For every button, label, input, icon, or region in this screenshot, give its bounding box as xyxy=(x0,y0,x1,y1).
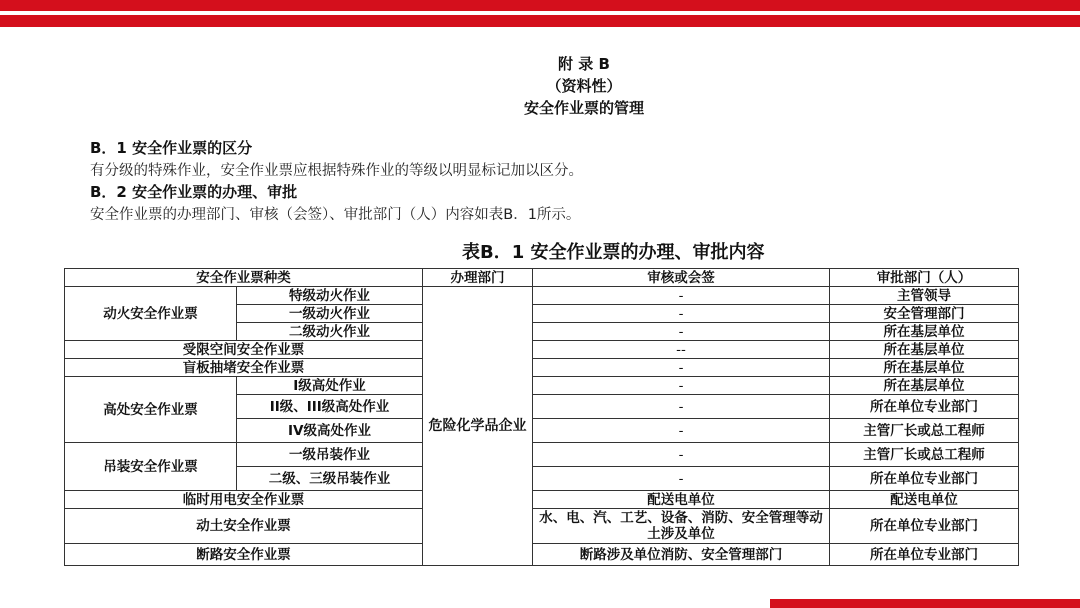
approval-cell: 主管领导 xyxy=(830,287,1019,305)
approval-cell: 主管厂长或总工程师 xyxy=(830,419,1019,443)
permit-subtype: 二级、三级吊装作业 xyxy=(237,467,423,491)
review-cell: 配送电单位 xyxy=(533,491,830,509)
top-red-bar xyxy=(0,0,1080,11)
table-row xyxy=(65,359,1019,377)
permit-subtype: 二级动火作业 xyxy=(237,323,423,341)
approval-cell: 所在基层单位 xyxy=(830,341,1019,359)
table-caption: 表B．1 安全作业票的办理、审批内容 xyxy=(462,242,765,263)
review-cell: - xyxy=(533,287,830,305)
group-lifting-work: 吊装安全作业票 xyxy=(65,443,237,491)
permit-type: 临时用电安全作业票 xyxy=(65,491,423,509)
header-review: 审核或会签 xyxy=(533,269,830,287)
table-row xyxy=(65,377,1019,395)
table-row xyxy=(65,544,1019,566)
table-row xyxy=(65,491,1019,509)
permit-type: 受限空间安全作业票 xyxy=(65,341,423,359)
review-cell: - xyxy=(533,359,830,377)
section-b2-heading: B．2 安全作业票的办理、审批 xyxy=(90,183,298,201)
group-fire-work: 动火安全作业票 xyxy=(65,287,237,341)
approval-cell: 所在基层单位 xyxy=(830,359,1019,377)
review-cell: - xyxy=(533,467,830,491)
section-b2-text: 安全作业票的办理部门、审核（会签）、审批部门（人）内容如表B．1所示。 xyxy=(90,207,581,223)
section-b1-heading: B．1 安全作业票的区分 xyxy=(90,139,253,157)
permit-subtype: IV级高处作业 xyxy=(237,419,423,443)
permit-type: 盲板抽堵安全作业票 xyxy=(65,359,423,377)
table-row xyxy=(65,509,1019,544)
approval-cell: 安全管理部门 xyxy=(830,305,1019,323)
permit-type: 动土安全作业票 xyxy=(65,509,423,544)
table-row xyxy=(65,287,1019,305)
permit-table xyxy=(64,268,1019,566)
header-handling-dept: 办理部门 xyxy=(423,269,533,287)
review-cell: - xyxy=(533,377,830,395)
permit-subtype: II级、III级高处作业 xyxy=(237,395,423,419)
informative-label: （资料性） xyxy=(546,77,622,95)
permit-subtype: 特级动火作业 xyxy=(237,287,423,305)
review-cell: - xyxy=(533,419,830,443)
table-header-row xyxy=(65,269,1019,287)
approval-cell: 配送电单位 xyxy=(830,491,1019,509)
review-cell: 水、电、汽、工艺、设备、消防、安全管理等动土涉及单位 xyxy=(533,509,830,544)
table-row xyxy=(65,341,1019,359)
bottom-red-bar xyxy=(770,599,1080,608)
review-cell: - xyxy=(533,443,830,467)
approval-cell: 所在单位专业部门 xyxy=(830,467,1019,491)
approval-cell: 所在单位专业部门 xyxy=(830,395,1019,419)
approval-cell: 主管厂长或总工程师 xyxy=(830,443,1019,467)
header-permit-type: 安全作业票种类 xyxy=(65,269,423,287)
second-red-bar xyxy=(0,15,1080,27)
permit-subtype: 一级吊装作业 xyxy=(237,443,423,467)
approval-cell: 所在基层单位 xyxy=(830,377,1019,395)
appendix-label: 附 录 B xyxy=(558,55,610,73)
page-title: 安全作业票的管理 xyxy=(523,99,644,117)
review-cell: 断路涉及单位消防、安全管理部门 xyxy=(533,544,830,566)
header-approval: 审批部门（人） xyxy=(830,269,1019,287)
approval-cell: 所在单位专业部门 xyxy=(830,544,1019,566)
review-cell: - xyxy=(533,323,830,341)
permit-type: 断路安全作业票 xyxy=(65,544,423,566)
approval-cell: 所在单位专业部门 xyxy=(830,509,1019,544)
handling-dept-cell: 危险化学品企业 xyxy=(423,287,533,566)
permit-subtype: 一级动火作业 xyxy=(237,305,423,323)
approval-cell: 所在基层单位 xyxy=(830,323,1019,341)
group-height-work: 高处安全作业票 xyxy=(65,377,237,443)
review-cell: -- xyxy=(533,341,830,359)
section-b1-text: 有分级的特殊作业，安全作业票应根据特殊作业的等级以明显标记加以区分。 xyxy=(90,163,583,179)
permit-subtype: I级高处作业 xyxy=(237,377,423,395)
review-cell: - xyxy=(533,305,830,323)
table-row xyxy=(65,443,1019,467)
review-cell: - xyxy=(533,395,830,419)
